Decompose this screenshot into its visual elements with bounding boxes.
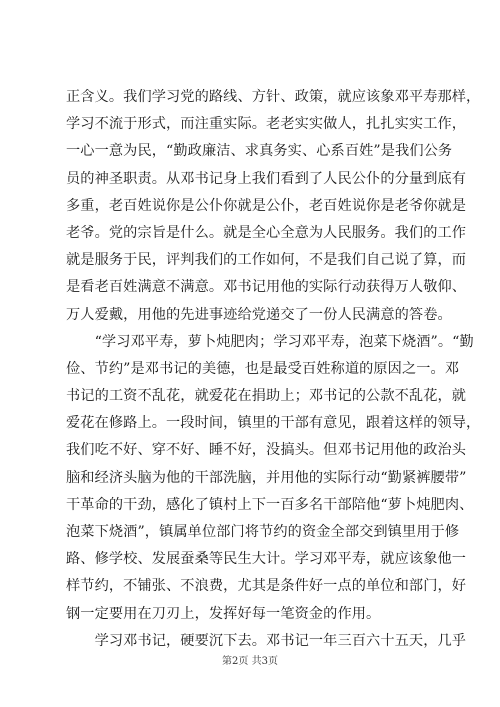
- text-line: 俭、节约”是邓书记的美德，也是最受百姓称道的原因之一。邓: [66, 360, 460, 377]
- text-line: 一心一意为民，“勤政廉洁、求真务实、心系百姓”是我们公务: [66, 143, 453, 160]
- text-line: 是看老百姓满意不满意。邓书记用他的实际行动获得万人敬仰、: [66, 279, 467, 296]
- text-line: “学习邓平寿，萝卜炖肥肉；学习邓平寿，泡菜下烧酒”。“勤: [66, 333, 474, 350]
- text-line: 多重，老百姓说你是公仆你就是公仆，老百姓说你是老爷你就是: [66, 197, 467, 214]
- page-number-footer: 第2页 共3页: [222, 656, 278, 667]
- text-line: 样节约，不铺张、不浪费，尤其是条件好一点的单位和部门，好: [66, 578, 467, 595]
- text-line: 爱花在修路上。一段时间，镇里的干部有意见，跟着这样的领导，: [66, 415, 481, 432]
- text-line: 学习不流于形式，而注重实际。老老实实做人，扎扎实实工作，: [66, 116, 467, 133]
- text-line: 干革命的干劲，感化了镇村上下一百多名干部陪他“萝卜炖肥肉、: [66, 496, 474, 513]
- text-line: 学习邓书记，硬要沉下去。邓书记一年三百六十五天，几乎: [66, 632, 467, 649]
- text-line: 钢一定要用在刀刃上，发挥好每一笔资金的作用。: [66, 605, 381, 622]
- text-line: 员的神圣职责。从邓书记身上我们看到了人民公仆的分量到底有: [66, 170, 467, 187]
- text-line: 书记的工资不乱花，就爱花在捐助上；邓书记的公款不乱花，就: [66, 388, 467, 405]
- text-line: 正含义。我们学习党的路线、方针、政策，就应该象邓平寿那样，: [66, 89, 481, 105]
- text-line: 路、修学校、发展蚕桑等民生大计。学习邓平寿，就应该象他一: [66, 551, 467, 568]
- text-line: 脑和经济头脑为他的干部洗脑，并用他的实际行动“勤紧裤腰带”: [66, 469, 467, 486]
- text-line: 就是服务于民，评判我们的工作如何，不是我们自己说了算，而: [66, 252, 467, 269]
- text-line: 老爷。党的宗旨是什么。就是全心全意为人民服务。我们的工作: [66, 224, 467, 241]
- text-line: 泡菜下烧酒”，镇属单位部门将节约的资金全部交到镇里用于修: [66, 524, 460, 540]
- text-line: 我们吃不好、穿不好、睡不好，没搞头。但邓书记用他的政治头: [66, 442, 467, 459]
- document-body: [66, 84, 481, 655]
- text-line: 万人爱戴，用他的先进事迹给党递交了一份人民满意的答卷。: [66, 306, 452, 323]
